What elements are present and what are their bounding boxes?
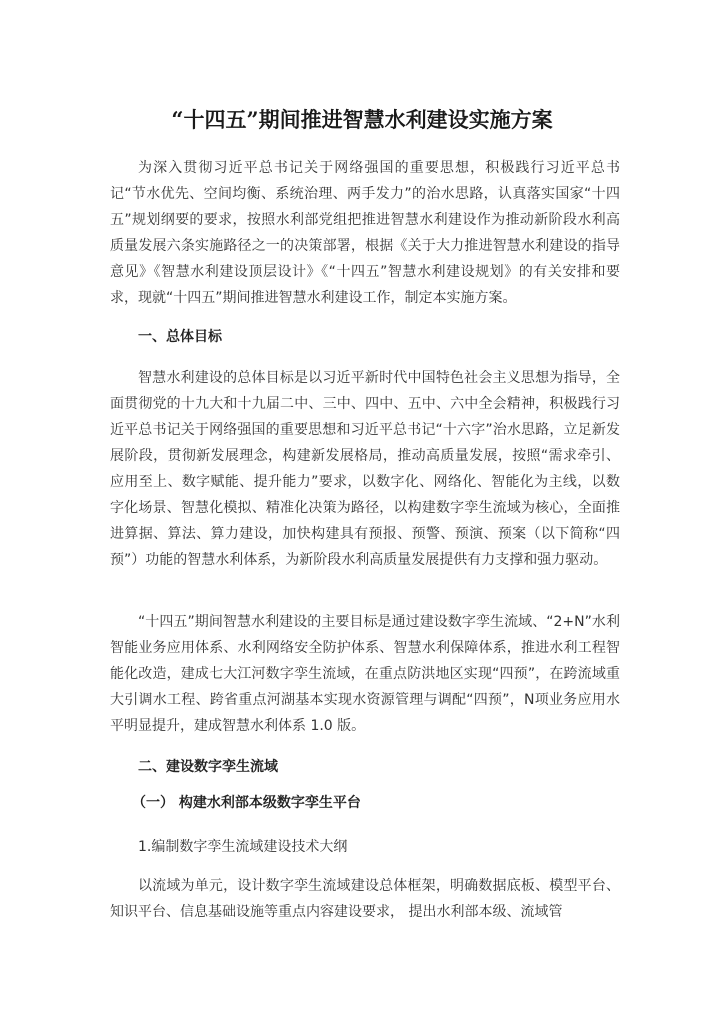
document-title: “十四五”期间推进智慧水利建设实施方案: [171, 107, 553, 132]
intro-paragraph: 为深入贯彻习近平总书记关于网络强国的重要思想，积极践行习近平总书记“节水优先、空间均衡、系统治理、两手发力”的治水思路，认真落实国家“十四五”规划纲要的要求，按照水利部党组把推进智慧水利建设作为推动新阶段水利高质量发展六条实施路径之一的决策部署，根据《关于大力推进智慧水利建设的指导意见》《智慧水利建设顶层设计》《“十四五”智慧水利建设规划》的有关安排和要求，现就“十四五”期间推进智慧水利建设工作，制定本实施方案。: [110, 160, 620, 306]
section-heading-digital-twin: 二、建设数字孪生流域: [138, 759, 278, 775]
subsection-heading-platform: （一） 构建水利部本级数字孪生平台: [132, 795, 361, 811]
general-goals-paragraph: 智慧水利建设的总体目标是以习近平新时代中国特色社会主义思想为指导，全面贯彻党的十九大和十九届二中、三中、四中、五中、六中全会精神，积极践行习近平总书记关于网络强国的重要思想和习近平总书记“十六字”治水思路，立足新发展阶段，贯彻新发展理念，构建新发展格局，推动高质量发展，按照“需求牵引、应用至上、数字赋能、提升能力”要求，以数字化、网络化、智能化为主线，以数字化场景、智慧化模拟、精准化决策为路径，以构建数字孪生流域为核心，全面推进算据、算法、算力建设，加快构建具有预报、预警、预演、预案（以下简称“四预”）功能的智慧水利体系，为新阶段水利高质量发展提供有力支撑和强力驱动。: [110, 370, 620, 568]
item-paragraph-outline: 以流域为单元，设计数字孪生流域建设总体框架，明确数据底板、模型平台、知识平台、信息基础设施等重点内容建设要求， 提出水利部本级、流域管: [110, 878, 620, 920]
main-goals-paragraph: “十四五”期间智慧水利建设的主要目标是通过建设数字孪生流域、“2+N”水利智能业务应用体系、水利网络安全防护体系、智慧水利保障体系，推进水利工程智能化改造，建成七大江河数字孪生流域，在重点防洪地区实现“四预”，在跨流域重大引调水工程、跨省重点河湖基本实现水资源管理与调配“四预”，N项业务应用水平明显提升，建成智慧水利体系 1.0 版。: [110, 614, 620, 734]
section-heading-general-goals: 一、总体目标: [138, 329, 222, 345]
item-heading-outline: 1.编制数字孪生流域建设技术大纲: [138, 839, 348, 855]
